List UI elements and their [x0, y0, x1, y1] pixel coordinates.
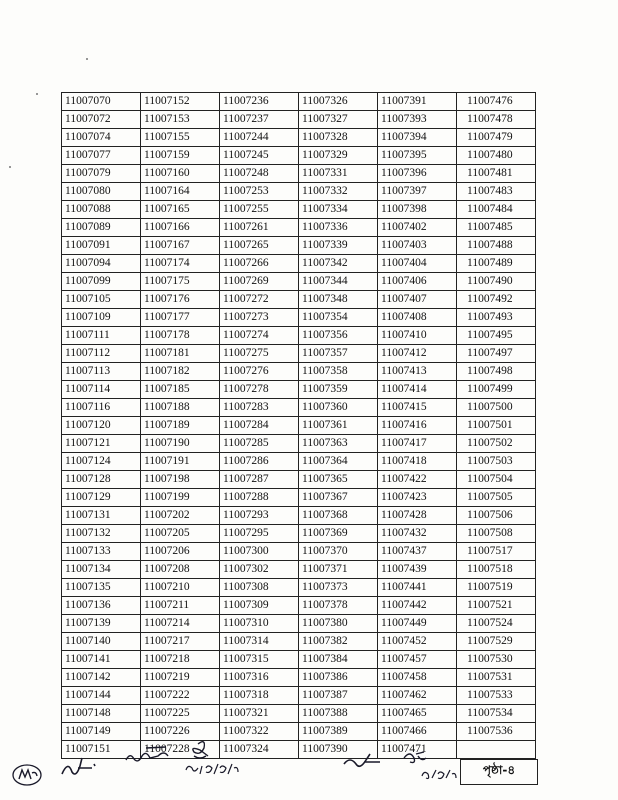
roll-number-cell: 11007133: [62, 543, 141, 561]
roll-number-cell: 11007308: [220, 579, 299, 597]
roll-number-cell: 11007442: [378, 597, 457, 615]
roll-number-cell: 11007404: [378, 255, 457, 273]
table-row: [62, 219, 536, 237]
roll-number-cell: 11007402: [378, 219, 457, 237]
roll-number-cell: 11007483: [457, 183, 536, 201]
roll-number-cell: 11007286: [220, 453, 299, 471]
roll-number-cell: 11007109: [62, 309, 141, 327]
roll-number-cell: 11007142: [62, 669, 141, 687]
roll-number-cell: 11007283: [220, 399, 299, 417]
table-row: [62, 363, 536, 381]
roll-number-cell: 11007493: [457, 309, 536, 327]
roll-number-cell: 11007361: [299, 417, 378, 435]
roll-number-cell: 11007273: [220, 309, 299, 327]
roll-number-cell: 11007181: [141, 345, 220, 363]
roll-number-cell: 11007288: [220, 489, 299, 507]
signature-2: [58, 752, 108, 782]
roll-number-cell: 11007441: [378, 579, 457, 597]
roll-number-cell: 11007225: [141, 705, 220, 723]
table-row: [62, 147, 536, 165]
roll-number-cell: 11007370: [299, 543, 378, 561]
roll-number-cell: 11007326: [299, 93, 378, 111]
table-row: [62, 399, 536, 417]
roll-number-cell: 11007412: [378, 345, 457, 363]
roll-number-cell: 11007327: [299, 111, 378, 129]
roll-number-cell: 11007492: [457, 291, 536, 309]
roll-number-cell: 11007367: [299, 489, 378, 507]
roll-number-cell: 11007364: [299, 453, 378, 471]
table-row: [62, 543, 536, 561]
scan-speck: [86, 58, 88, 60]
table-row: [62, 327, 536, 345]
roll-number-cell: 11007309: [220, 597, 299, 615]
roll-number-cell: 11007148: [62, 705, 141, 723]
roll-number-cell: 11007384: [299, 651, 378, 669]
roll-number-cell: 11007128: [62, 471, 141, 489]
roll-number-cell: 11007397: [378, 183, 457, 201]
roll-number-cell: 11007149: [62, 723, 141, 741]
roll-number-cell: 11007164: [141, 183, 220, 201]
table-row: [62, 705, 536, 723]
table-row: [62, 111, 536, 129]
roll-number-cell: 11007406: [378, 273, 457, 291]
roll-number-cell: 11007244: [220, 129, 299, 147]
roll-number-cell: 11007395: [378, 147, 457, 165]
roll-number-cell: 11007218: [141, 651, 220, 669]
roll-number-cell: 11007111: [62, 327, 141, 345]
roll-number-cell: 11007417: [378, 435, 457, 453]
roll-number-cell: 11007208: [141, 561, 220, 579]
roll-number-cell: 11007531: [457, 669, 536, 687]
roll-number-cell: 11007177: [141, 309, 220, 327]
table-row: [62, 381, 536, 399]
roll-number-cell: 11007153: [141, 111, 220, 129]
roll-number-cell: 11007300: [220, 543, 299, 561]
signature-5: [340, 750, 384, 772]
roll-number-cell: 11007070: [62, 93, 141, 111]
table-row: [62, 255, 536, 273]
roll-number-cell: 11007458: [378, 669, 457, 687]
roll-number-cell: 11007129: [62, 489, 141, 507]
table-row: [62, 201, 536, 219]
roll-number-cell: 11007141: [62, 651, 141, 669]
roll-number-cell: 11007396: [378, 165, 457, 183]
signature-1: [10, 762, 44, 788]
roll-number-cell: 11007408: [378, 309, 457, 327]
table-row: [62, 93, 536, 111]
roll-number-cell: 11007432: [378, 525, 457, 543]
scan-speck: [36, 93, 38, 95]
roll-number-cell: 11007135: [62, 579, 141, 597]
roll-number-cell: 11007284: [220, 417, 299, 435]
table-row: [62, 435, 536, 453]
roll-number-cell: 11007266: [220, 255, 299, 273]
roll-number-cell: 11007287: [220, 471, 299, 489]
roll-number-cell: 11007485: [457, 219, 536, 237]
roll-number-cell: 11007248: [220, 165, 299, 183]
roll-number-cell: 11007536: [457, 723, 536, 741]
roll-number-cell: 11007504: [457, 471, 536, 489]
roll-number-cell: 11007237: [220, 111, 299, 129]
roll-number-cell: 11007476: [457, 93, 536, 111]
roll-number-cell: 11007439: [378, 561, 457, 579]
table-row: [62, 561, 536, 579]
roll-number-cell: 11007302: [220, 561, 299, 579]
roll-number-table: [61, 92, 536, 759]
roll-number-cell: 11007226: [141, 723, 220, 741]
roll-number-cell: 11007159: [141, 147, 220, 165]
table-row: [62, 471, 536, 489]
roll-number-cell: 11007344: [299, 273, 378, 291]
roll-number-cell: 11007449: [378, 615, 457, 633]
roll-number-cell: 11007278: [220, 381, 299, 399]
table-row: [62, 669, 536, 687]
roll-number-cell: 11007519: [457, 579, 536, 597]
roll-number-cell: 11007369: [299, 525, 378, 543]
table-row: [62, 597, 536, 615]
roll-number-cell: 11007524: [457, 615, 536, 633]
table-row: [62, 525, 536, 543]
roll-number-cell: 11007321: [220, 705, 299, 723]
roll-number-cell: 11007422: [378, 471, 457, 489]
roll-number-cell: 11007414: [378, 381, 457, 399]
roll-number-cell: 11007407: [378, 291, 457, 309]
roll-number-cell: 11007190: [141, 435, 220, 453]
roll-number-cell: 11007410: [378, 327, 457, 345]
roll-number-cell: 11007499: [457, 381, 536, 399]
roll-number-cell: 11007484: [457, 201, 536, 219]
roll-number-cell: 11007121: [62, 435, 141, 453]
roll-number-cell: 11007310: [220, 615, 299, 633]
roll-number-cell: 11007265: [220, 237, 299, 255]
roll-number-cell: 11007324: [220, 741, 299, 759]
roll-number-cell: 11007534: [457, 705, 536, 723]
roll-number-cell: 11007368: [299, 507, 378, 525]
roll-number-cell: 11007466: [378, 723, 457, 741]
roll-number-cell: 11007490: [457, 273, 536, 291]
roll-number-cell: 11007318: [220, 687, 299, 705]
roll-number-cell: 11007457: [378, 651, 457, 669]
roll-number-cell: 11007471: [378, 741, 457, 759]
roll-number-cell: 11007418: [378, 453, 457, 471]
table-row: [62, 237, 536, 255]
roll-number-cell: [457, 741, 536, 759]
roll-number-cell: 11007413: [378, 363, 457, 381]
roll-number-cell: 11007393: [378, 111, 457, 129]
table-row: [62, 615, 536, 633]
roll-number-cell: 11007371: [299, 561, 378, 579]
roll-number-cell: 11007175: [141, 273, 220, 291]
roll-number-cell: 11007174: [141, 255, 220, 273]
roll-number-cell: 11007295: [220, 525, 299, 543]
roll-number-cell: 11007089: [62, 219, 141, 237]
roll-number-cell: 11007503: [457, 453, 536, 471]
roll-number-cell: 11007176: [141, 291, 220, 309]
roll-number-cell: 11007314: [220, 633, 299, 651]
roll-number-cell: 11007416: [378, 417, 457, 435]
roll-number-cell: 11007211: [141, 597, 220, 615]
roll-number-cell: 11007389: [299, 723, 378, 741]
roll-number-cell: 11007155: [141, 129, 220, 147]
roll-number-cell: 11007316: [220, 669, 299, 687]
roll-number-cell: 11007332: [299, 183, 378, 201]
roll-number-cell: 11007167: [141, 237, 220, 255]
roll-number-cell: 11007079: [62, 165, 141, 183]
roll-number-cell: 11007112: [62, 345, 141, 363]
scan-speck: [9, 166, 11, 168]
table-row: [62, 417, 536, 435]
table-row: [62, 453, 536, 471]
page-number-label: পৃষ্ঠা-৪: [482, 763, 516, 777]
roll-number-cell: 11007386: [299, 669, 378, 687]
roll-number-cell: 11007276: [220, 363, 299, 381]
roll-number-cell: 11007360: [299, 399, 378, 417]
roll-number-cell: 11007091: [62, 237, 141, 255]
roll-number-cell: 11007342: [299, 255, 378, 273]
roll-number-cell: 11007529: [457, 633, 536, 651]
roll-number-cell: 11007358: [299, 363, 378, 381]
table-row: [62, 687, 536, 705]
roll-number-cell: 11007132: [62, 525, 141, 543]
roll-number-cell: 11007217: [141, 633, 220, 651]
roll-number-cell: 11007134: [62, 561, 141, 579]
roll-number-cell: 11007387: [299, 687, 378, 705]
roll-number-cell: 11007495: [457, 327, 536, 345]
roll-number-cell: 11007178: [141, 327, 220, 345]
roll-number-cell: 11007151: [62, 741, 141, 759]
roll-number-cell: 11007088: [62, 201, 141, 219]
roll-number-cell: 11007206: [141, 543, 220, 561]
table-row: [62, 291, 536, 309]
roll-number-cell: 11007074: [62, 129, 141, 147]
signature-6: [398, 748, 460, 782]
roll-number-cell: 11007373: [299, 579, 378, 597]
roll-number-cell: 11007136: [62, 597, 141, 615]
roll-number-cell: 11007357: [299, 345, 378, 363]
roll-number-cell: 11007423: [378, 489, 457, 507]
roll-number-cell: 11007382: [299, 633, 378, 651]
roll-number-cell: 11007498: [457, 363, 536, 381]
roll-number-cell: 11007116: [62, 399, 141, 417]
roll-number-cell: 11007202: [141, 507, 220, 525]
signature-4: [180, 738, 242, 780]
table-row: [62, 165, 536, 183]
roll-number-cell: 11007199: [141, 489, 220, 507]
roll-number-cell: 11007339: [299, 237, 378, 255]
roll-number-cell: 11007315: [220, 651, 299, 669]
roll-number-cell: 11007185: [141, 381, 220, 399]
roll-number-cell: 11007354: [299, 309, 378, 327]
roll-number-cell: 11007348: [299, 291, 378, 309]
roll-number-cell: 11007124: [62, 453, 141, 471]
roll-number-cell: 11007480: [457, 147, 536, 165]
roll-number-cell: 11007160: [141, 165, 220, 183]
roll-number-table-body: [62, 93, 536, 759]
roll-number-cell: 11007328: [299, 129, 378, 147]
table-row: [62, 273, 536, 291]
roll-number-cell: 11007166: [141, 219, 220, 237]
roll-number-cell: 11007139: [62, 615, 141, 633]
roll-number-cell: 11007363: [299, 435, 378, 453]
roll-number-cell: 11007214: [141, 615, 220, 633]
roll-number-cell: 11007182: [141, 363, 220, 381]
roll-number-cell: 11007269: [220, 273, 299, 291]
roll-number-cell: 11007228: [141, 741, 220, 759]
roll-number-cell: 11007501: [457, 417, 536, 435]
roll-number-cell: 11007391: [378, 93, 457, 111]
roll-number-cell: 11007489: [457, 255, 536, 273]
signature-3: [122, 744, 174, 766]
roll-number-cell: 11007236: [220, 93, 299, 111]
roll-number-cell: 11007403: [378, 237, 457, 255]
roll-number-cell: 11007530: [457, 651, 536, 669]
roll-number-cell: 11007533: [457, 687, 536, 705]
roll-number-cell: 11007356: [299, 327, 378, 345]
table-row: [62, 579, 536, 597]
roll-number-cell: 11007465: [378, 705, 457, 723]
roll-number-cell: 11007144: [62, 687, 141, 705]
roll-number-cell: 11007437: [378, 543, 457, 561]
table-row: [62, 723, 536, 741]
roll-number-cell: 11007274: [220, 327, 299, 345]
table-row: [62, 633, 536, 651]
table-row: [62, 183, 536, 201]
roll-number-cell: 11007275: [220, 345, 299, 363]
roll-number-cell: 11007415: [378, 399, 457, 417]
roll-number-cell: 11007261: [220, 219, 299, 237]
table-row: [62, 507, 536, 525]
roll-number-cell: 11007331: [299, 165, 378, 183]
roll-number-cell: 11007094: [62, 255, 141, 273]
roll-number-cell: 11007329: [299, 147, 378, 165]
roll-number-cell: 11007285: [220, 435, 299, 453]
roll-number-cell: 11007462: [378, 687, 457, 705]
roll-number-cell: 11007198: [141, 471, 220, 489]
roll-number-cell: 11007131: [62, 507, 141, 525]
roll-number-cell: 11007452: [378, 633, 457, 651]
table-row: [62, 309, 536, 327]
roll-number-cell: 11007479: [457, 129, 536, 147]
roll-number-cell: 11007334: [299, 201, 378, 219]
roll-number-cell: 11007394: [378, 129, 457, 147]
roll-number-cell: 11007114: [62, 381, 141, 399]
roll-number-cell: 11007293: [220, 507, 299, 525]
roll-number-cell: 11007188: [141, 399, 220, 417]
roll-number-cell: 11007518: [457, 561, 536, 579]
roll-number-cell: 11007072: [62, 111, 141, 129]
roll-number-cell: 11007191: [141, 453, 220, 471]
roll-number-cell: 11007099: [62, 273, 141, 291]
roll-number-cell: 11007359: [299, 381, 378, 399]
roll-number-cell: 11007506: [457, 507, 536, 525]
roll-number-cell: 11007140: [62, 633, 141, 651]
page-number-box: [460, 759, 538, 785]
roll-number-cell: 11007245: [220, 147, 299, 165]
roll-number-cell: 11007272: [220, 291, 299, 309]
roll-number-cell: 11007500: [457, 399, 536, 417]
roll-number-cell: 11007390: [299, 741, 378, 759]
roll-number-cell: 11007365: [299, 471, 378, 489]
roll-number-cell: 11007189: [141, 417, 220, 435]
roll-number-cell: 11007120: [62, 417, 141, 435]
roll-number-cell: 11007322: [220, 723, 299, 741]
roll-number-cell: 11007253: [220, 183, 299, 201]
roll-number-cell: 11007380: [299, 615, 378, 633]
roll-number-cell: 11007152: [141, 93, 220, 111]
roll-number-cell: 11007388: [299, 705, 378, 723]
roll-number-cell: 11007517: [457, 543, 536, 561]
roll-number-cell: 11007336: [299, 219, 378, 237]
roll-number-cell: 11007165: [141, 201, 220, 219]
table-row: [62, 651, 536, 669]
roll-number-cell: 11007210: [141, 579, 220, 597]
roll-number-cell: 11007488: [457, 237, 536, 255]
roll-number-cell: 11007105: [62, 291, 141, 309]
roll-number-cell: 11007521: [457, 597, 536, 615]
roll-number-cell: 11007505: [457, 489, 536, 507]
roll-number-cell: 11007219: [141, 669, 220, 687]
roll-number-cell: 11007497: [457, 345, 536, 363]
roll-number-cell: 11007077: [62, 147, 141, 165]
roll-number-cell: 11007508: [457, 525, 536, 543]
roll-number-cell: 11007222: [141, 687, 220, 705]
table-row: [62, 345, 536, 363]
roll-number-cell: 11007428: [378, 507, 457, 525]
roll-number-cell: 11007255: [220, 201, 299, 219]
table-row: [62, 489, 536, 507]
table-row: [62, 129, 536, 147]
roll-number-cell: 11007478: [457, 111, 536, 129]
roll-number-cell: 11007080: [62, 183, 141, 201]
roll-number-cell: 11007481: [457, 165, 536, 183]
roll-number-cell: 11007378: [299, 597, 378, 615]
roll-number-cell: 11007205: [141, 525, 220, 543]
roll-number-cell: 11007398: [378, 201, 457, 219]
roll-number-cell: 11007502: [457, 435, 536, 453]
roll-number-cell: 11007113: [62, 363, 141, 381]
